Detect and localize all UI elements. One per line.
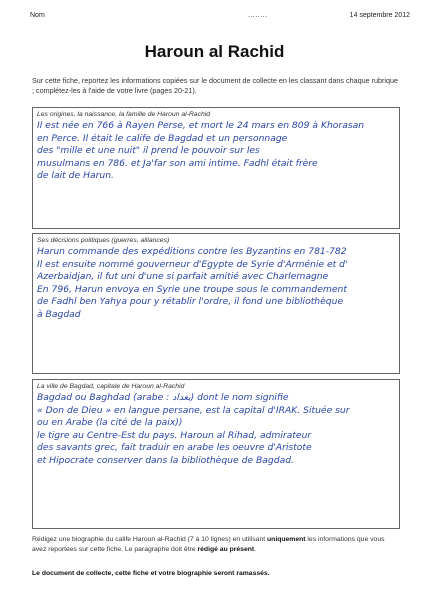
answer-line: à Bagdad — [37, 308, 81, 320]
answer-line: et Hipocrate conserver dans la bibliothèque de Bagdad. — [37, 454, 294, 466]
section-baghdad — [32, 379, 400, 529]
section-heading: Les origines, la naissance, la famille de Haroun al-Rachid — [37, 111, 211, 118]
handwritten-answer — [33, 244, 399, 321]
instructions-part: . — [254, 545, 257, 553]
handwritten-answer — [33, 118, 399, 183]
section-heading: La ville de Bagdad, capitale de Haroun al-Rachid — [37, 383, 185, 390]
answer-line: Azerbaidjan, il fut uni d'une si parfait amitié avec Charlemagne — [37, 271, 329, 282]
answer-line: « Don de Dieu » en langue persane, est la capital d'IRAK. Située sur — [37, 404, 350, 416]
section-politics — [32, 233, 400, 374]
instructions — [32, 535, 400, 554]
answer-line: En 796, Harun envoya en Syrie une troupe sous le commandement — [37, 283, 347, 295]
collection-note: Le document de collecte, cette fiche et votre biographie seront ramassés. — [32, 570, 270, 577]
handwritten-answer — [33, 390, 399, 467]
section-heading: Ses décisions politiques (guerres, alliances) — [37, 237, 170, 244]
answer-line: le tigre au Centre-Est du pays. Haroun al Rihad, admirateur — [37, 429, 312, 441]
answer-line: de Fadhl ben Yahya pour y rétablir l'ordre, il fond une bibliothèque — [37, 296, 344, 307]
answer-line: Il est ensuite nommé gouverneur d'Egypte de Syrie d'Arménie et d' — [37, 258, 348, 270]
answer-line: des "mille et une nuit" il prend le pouvoir sur les — [37, 145, 260, 156]
instructions-part: Rédigez une biographie du calife Haroun al-Rachid (7 à 10 lignes) en utilisant — [32, 536, 268, 543]
answer-line: Harun commande des expéditions contre les Byzantins en 781-782 — [37, 246, 347, 257]
page-title: Haroun al Rachid — [144, 42, 285, 61]
instructions-part: les informations que vous avez reportées sur cette fiche. Le paragraphe doit être — [32, 536, 385, 553]
intro-text: Sur cette fiche, reportez les informations copiées sur le document de collecte en les classant dans chaque rubrique ; complétez-les à l'aide de votre livre (pages 20-21). — [32, 76, 398, 95]
section-origins — [32, 107, 400, 229]
answer-line: Bagdad ou Baghdad (arabe : بغداد) dont le nom signifie — [37, 392, 289, 403]
nom-dots: ........ — [248, 12, 268, 19]
answer-line: des savants grec, fait traduir en arabe les oeuvre d'Aristote — [37, 442, 312, 453]
answer-line: Il est née en 766 à Rayen Perse, et mort le 24 mars en 809 à Khorasan — [37, 120, 365, 131]
header — [30, 12, 410, 24]
instructions-emphasis: uniquement — [267, 536, 306, 543]
date: 14 septembre 2012 — [349, 12, 410, 19]
answer-line: ou en Arabe (la cité de la paix)) — [37, 417, 183, 428]
answer-line: musulmans en 786. et Ja'far son ami intime. Fadhl était frère — [37, 157, 318, 169]
answer-line: de lait de Harun. — [37, 170, 114, 181]
answer-line: en Perce. Il était le calife de Bagdad et un personnage — [37, 132, 288, 144]
nom-field-redacted — [60, 11, 245, 21]
nom-label: Nom — [30, 12, 45, 19]
instructions-emphasis: rédigé au présent — [197, 545, 255, 553]
